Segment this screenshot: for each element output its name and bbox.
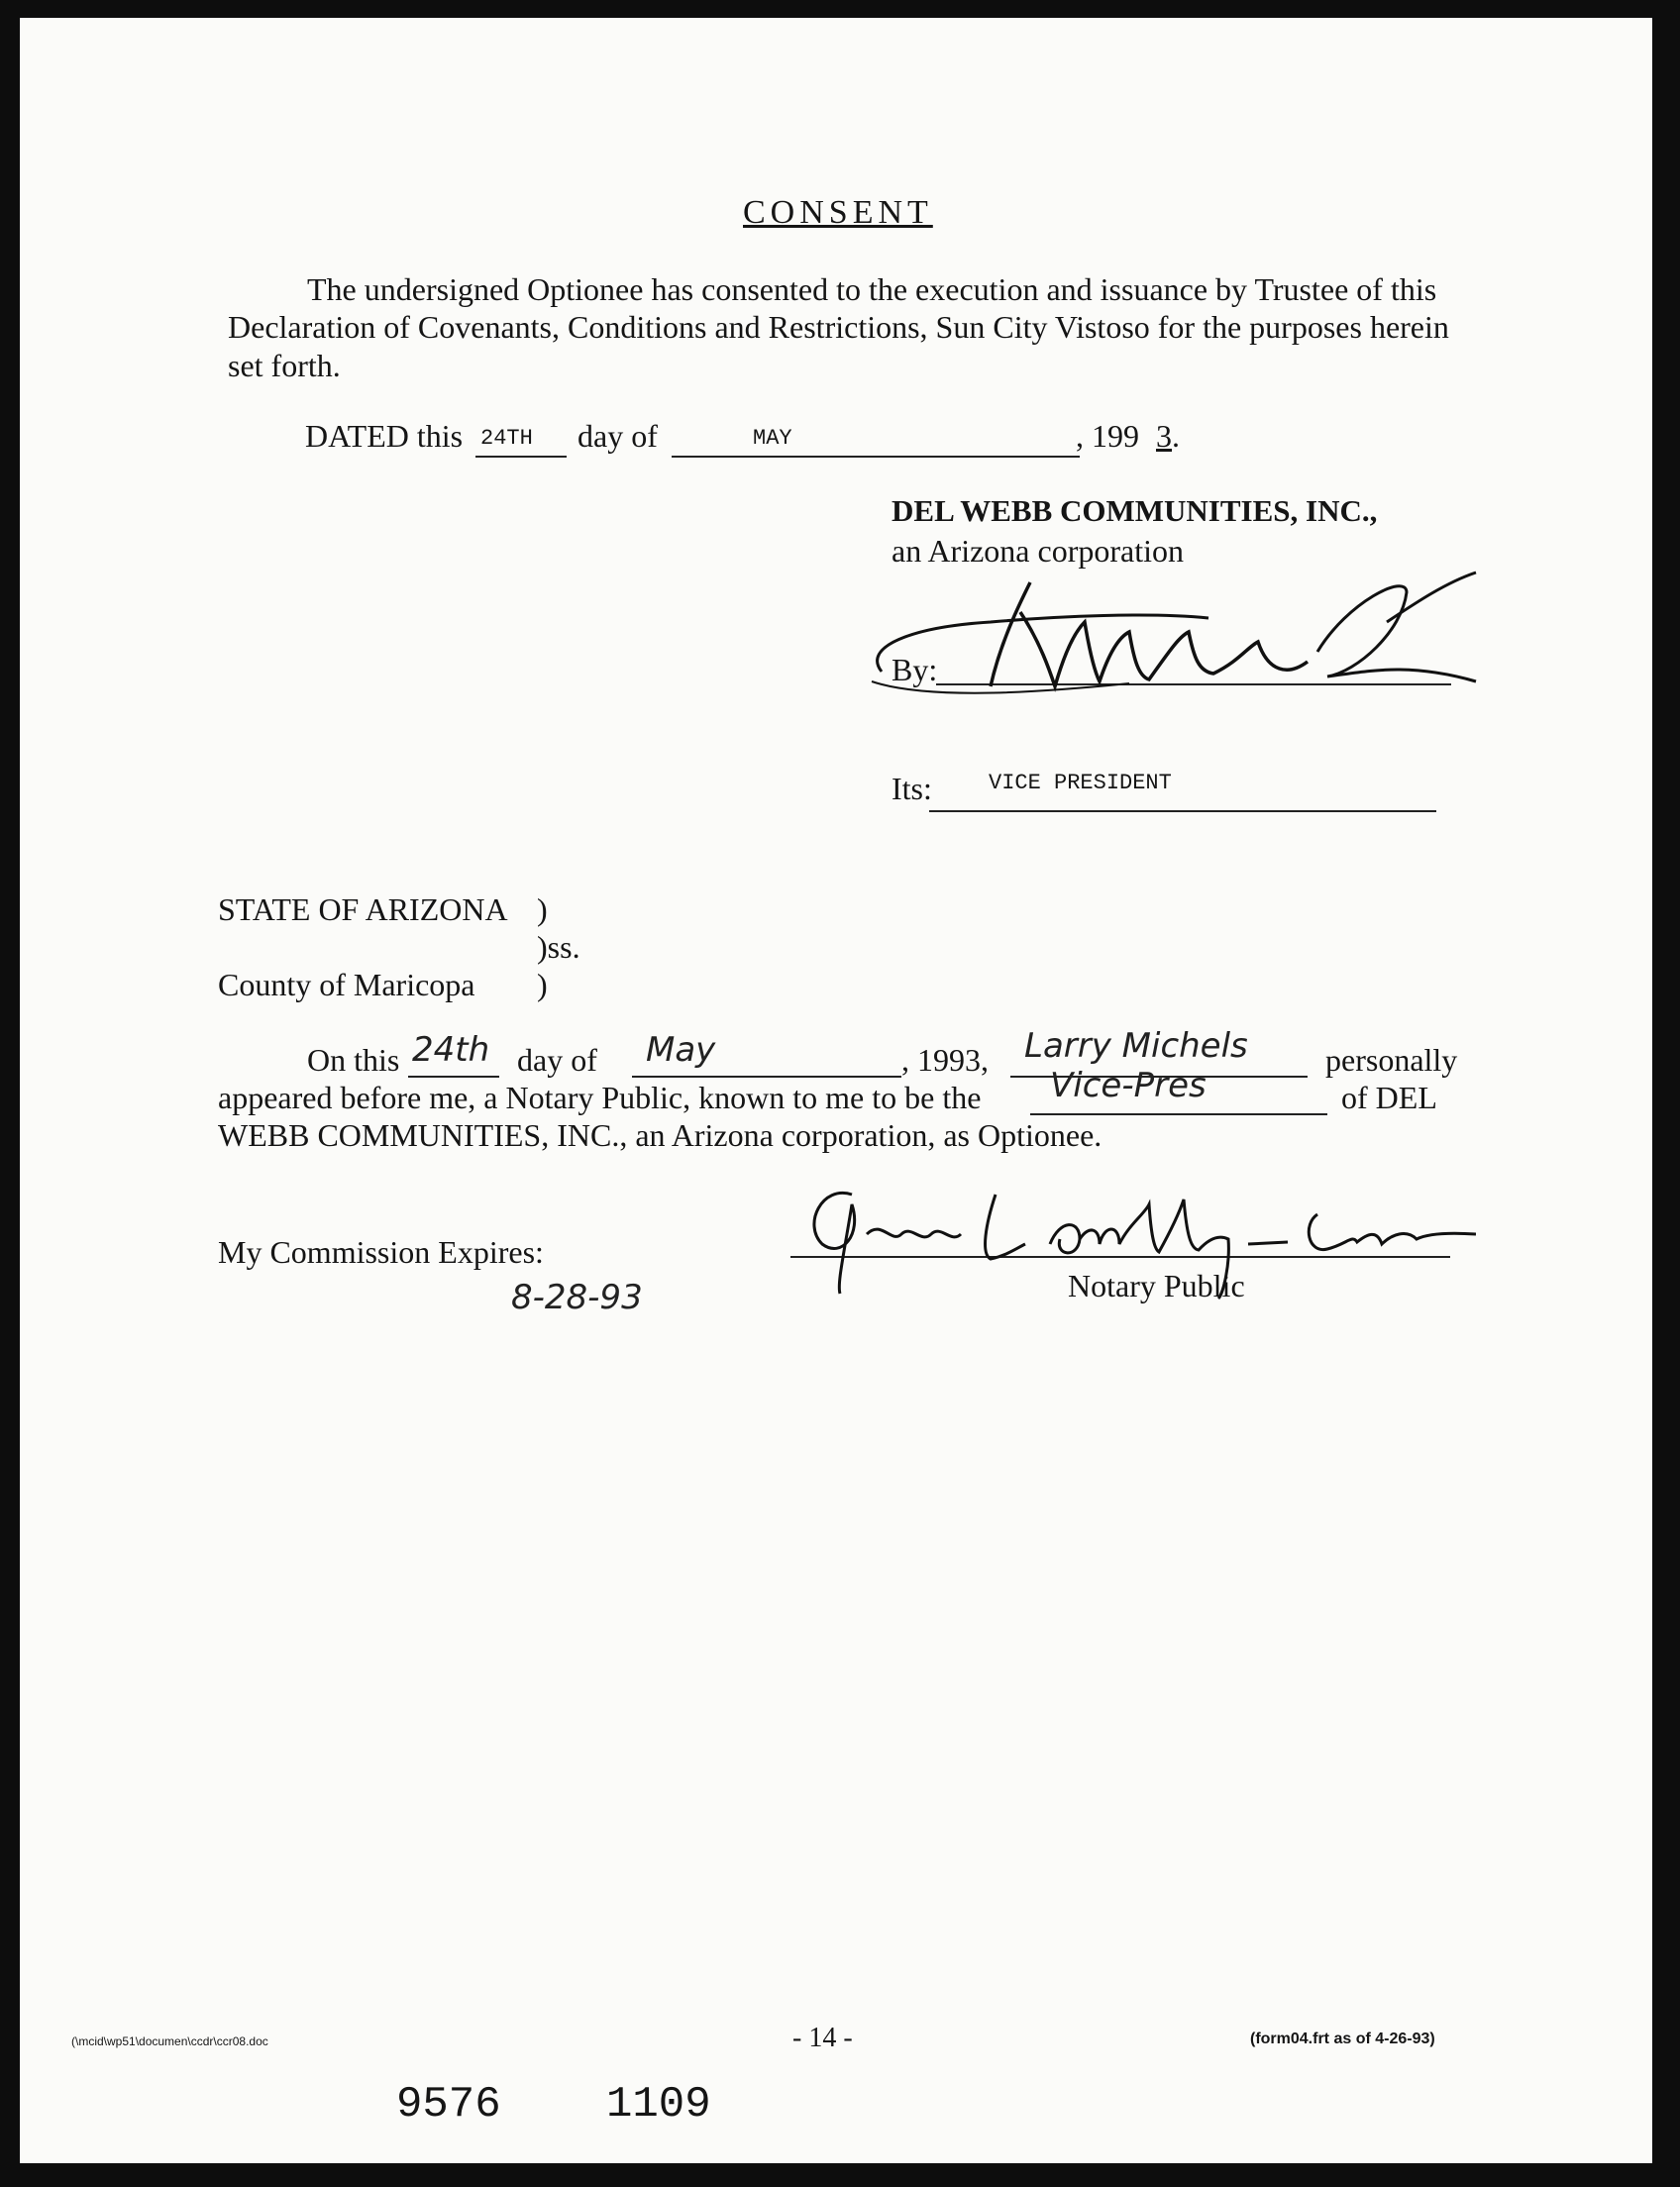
notary-line3: WEBB COMMUNITIES, INC., an Arizona corporation, as Optionee.	[218, 1117, 1102, 1153]
document-title: CONSENT	[743, 194, 933, 231]
footer-form-ref: (form04.frt as of 4-26-93)	[1250, 2031, 1435, 2047]
dated-end: .	[1172, 418, 1180, 454]
notary-on-this: On this	[307, 1042, 400, 1078]
recording-stamp-right: 1109	[606, 2080, 711, 2130]
company-description: an Arizona corporation	[892, 533, 1184, 569]
footer-file-path: (\mcid\wp51\documen\ccdr\ccr08.doc	[71, 2034, 268, 2048]
notary-day-of: day of	[517, 1042, 597, 1078]
officer-signature-image	[852, 553, 1486, 721]
its-label: Its:	[892, 771, 932, 806]
dated-month-blank	[672, 426, 1080, 458]
venue-ss: )ss.	[537, 929, 580, 965]
commission-label: My Commission Expires:	[218, 1234, 544, 1270]
company-name: DEL WEBB COMMUNITIES, INC.,	[892, 493, 1378, 528]
its-title-value: VICE PRESIDENT	[989, 771, 1172, 795]
intro-line-3: set forth.	[228, 348, 341, 383]
dated-day: 24TH	[480, 426, 533, 451]
commission-date: 8-28-93	[511, 1278, 643, 1317]
dated-year-prefix: , 199	[1076, 418, 1139, 454]
dated-day-of: day of	[578, 418, 658, 454]
notary-line2-start: appeared before me, a Notary Public, known to me to be the	[218, 1080, 982, 1115]
document-page	[20, 18, 1652, 2163]
venue-county: County of Maricopa	[218, 967, 475, 1002]
notary-name: Larry Michels	[1024, 1026, 1248, 1066]
intro-line-1: The undersigned Optionee has consented to the execution and issuance by Trustee of this	[307, 271, 1437, 307]
dated-month: MAY	[753, 426, 792, 451]
notary-personally: personally	[1325, 1042, 1458, 1078]
footer-page-number: - 14 -	[792, 2023, 853, 2053]
venue-paren-1: )	[537, 891, 548, 927]
venue-state: STATE OF ARIZONA	[218, 891, 508, 927]
by-label: By:	[892, 652, 938, 687]
dated-prefix: DATED this	[305, 418, 464, 454]
notary-title: Vice-Pres	[1050, 1066, 1207, 1105]
venue-paren-2: )	[537, 967, 548, 1002]
notary-day: 24th	[412, 1030, 490, 1070]
notary-public-label: Notary Public	[1068, 1268, 1245, 1303]
intro-line-2: Declaration of Covenants, Conditions and Restrictions, Sun City Vistoso for the purposes herein	[228, 309, 1449, 345]
notary-month: May	[646, 1030, 716, 1070]
recording-stamp-left: 9576	[396, 2080, 501, 2130]
notary-year: , 1993,	[901, 1042, 989, 1078]
notary-line2-end: of DEL	[1341, 1080, 1437, 1115]
dated-year-digit: 3	[1156, 418, 1172, 454]
